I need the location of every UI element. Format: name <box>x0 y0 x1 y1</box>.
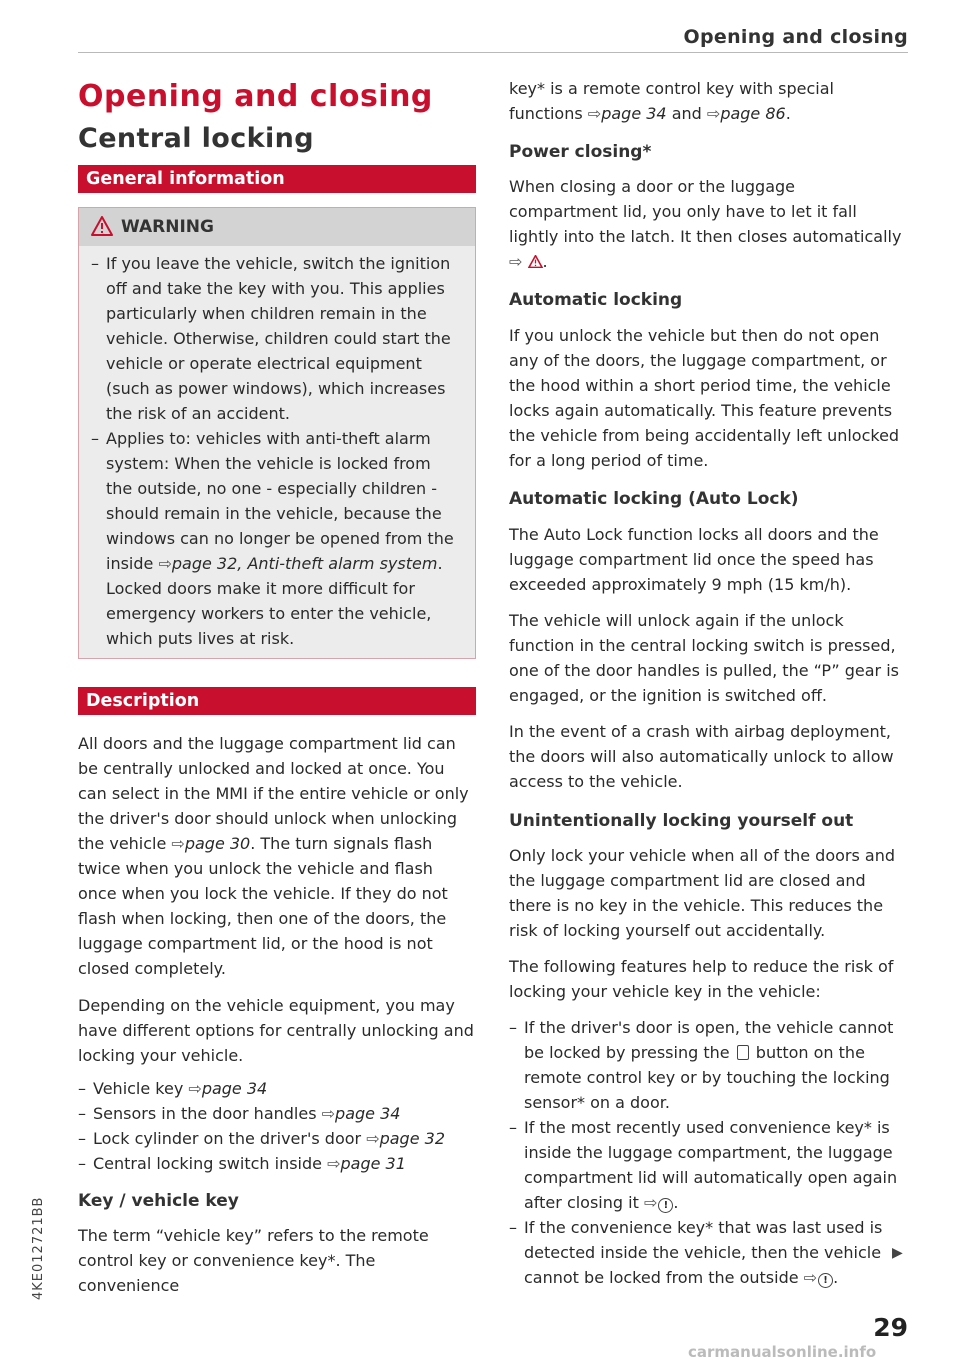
list-item: – If the convenience key* that was last used is detected inside the vehicle, then the vehicle cannot be locked from the outside ⇨ ! . <box>509 1215 907 1290</box>
page-ref-arrow-icon: ⇨ <box>509 252 523 271</box>
page-ref-arrow-icon: ⇨ <box>803 1268 818 1287</box>
key-heading: Key / vehicle key <box>78 1191 239 1211</box>
note-circle-icon: ! <box>658 1198 673 1213</box>
locked-out-paragraph: The following features help to reduce the risk of locking your vehicle key in the vehicle: <box>509 957 894 1001</box>
page-title: Opening and closing <box>78 79 433 114</box>
page-ref-link[interactable]: page 32 <box>379 1129 445 1148</box>
page-ref-arrow-icon: ⇨ <box>171 834 185 853</box>
lock-button-icon <box>737 1045 749 1060</box>
power-closing-heading: Power closing* <box>509 142 652 162</box>
description-bar: Description <box>78 687 476 715</box>
warning-label: WARNING <box>121 217 214 237</box>
warning-triangle-icon <box>91 216 113 236</box>
page-ref-arrow-icon: ⇨ <box>643 1193 658 1212</box>
running-header-title: Opening and closing <box>683 26 908 48</box>
page-ref-arrow-icon: ⇨ <box>158 554 172 573</box>
features-list <box>509 1015 907 1290</box>
automatic-locking-heading: Automatic locking <box>509 290 683 310</box>
general-information-bar: General information <box>78 165 476 193</box>
automatic-locking-paragraph: If you unlock the vehicle but then do not open any of the doors, the luggage compartment, or the hood within a short period time, the vehicle locks again automatically. This feature prevents the vehicle from being accidentally left unlocked for a long period of time. <box>509 326 900 470</box>
warning-item: – If you leave the vehicle, switch the ignition off and take the key with you. This applies particularly when children remain in the vehicle. Otherwise, children could start the vehicle or operate electrical equipment (such as power windows), which increases the risk of an accident. <box>91 251 457 426</box>
locked-out-paragraph: Only lock your vehicle when all of the doors and the luggage compartment lid are closed and there is no key in the vehicle. This reduces the risk of locking yourself out accidentally. <box>509 846 896 940</box>
page-ref-arrow-icon: ⇨ <box>366 1129 380 1148</box>
unlock-options-list <box>78 1076 476 1176</box>
page-ref-arrow-icon: ⇨ <box>706 104 721 123</box>
page-ref-arrow-icon: ⇨ <box>321 1104 336 1123</box>
page-ref-link[interactable]: page 31 <box>340 1154 406 1173</box>
auto-lock-paragraph: The vehicle will unlock again if the unlock function in the central locking switch is pressed, one of the door handles is pulled, the “P” gear is engaged, or the ignition is switched off. <box>509 611 899 705</box>
list-item: – If the driver's door is open, the vehicle cannot be locked by pressing the button on the remote control key or by touching the locking sensor* on a door. <box>509 1015 907 1115</box>
continue-arrow-icon: ▶ <box>892 1245 903 1261</box>
list-item: – Central locking switch inside ⇨page 31 <box>78 1151 476 1176</box>
power-closing-paragraph: When closing a door or the luggage compartment lid, you only have to let it fall lightly into the latch. It then closes automatically ⇨ . <box>509 177 902 271</box>
note-circle-icon: ! <box>818 1273 833 1288</box>
list-item: – Lock cylinder on the driver's door ⇨page 32 <box>78 1126 476 1151</box>
anti-theft-link[interactable]: page 32, Anti-theft alarm system <box>171 554 438 573</box>
section-title: Central locking <box>78 123 315 154</box>
warning-item: – Applies to: vehicles with anti-theft alarm system: When the vehicle is locked from the outside, no one - especially children - should remain in the vehicle, because the windows can no longer be opened from the inside ⇨page 32, Anti-theft alarm system. Locked doors make it more difficult for emergency workers to enter the vehicle, which puts lives at risk. <box>91 426 457 651</box>
header-rule <box>78 52 908 53</box>
auto-lock-paragraph: In the event of a crash with airbag deployment, the doors will also automatically unlock to allow access to the vehicle. <box>509 722 894 791</box>
auto-lock-heading: Automatic locking (Auto Lock) <box>509 489 799 509</box>
warning-list <box>79 246 475 658</box>
watermark: carmanualsonline.info <box>688 1343 877 1361</box>
page-ref-link[interactable]: page 34 <box>201 1079 268 1098</box>
auto-lock-paragraph: The Auto Lock function locks all doors and the luggage compartment lid once the speed has exceeded approximately 9 mph (15 km/h). <box>509 525 879 594</box>
warning-triangle-icon <box>528 255 543 268</box>
warning-header <box>79 208 475 246</box>
key-paragraph: The term “vehicle key” refers to the remote control key or convenience key*. The convenience <box>78 1226 429 1295</box>
warning-box <box>78 207 476 659</box>
page-number: 29 <box>873 1313 908 1342</box>
page-30-link[interactable]: page 30 <box>184 834 251 853</box>
page-ref-arrow-icon: ⇨ <box>188 1079 202 1098</box>
page-34-link[interactable]: page 34 <box>601 104 667 123</box>
list-item: – Vehicle key ⇨page 34 <box>78 1076 476 1101</box>
page-ref-arrow-icon: ⇨ <box>327 1154 341 1173</box>
page-ref-arrow-icon: ⇨ <box>587 104 602 123</box>
right-column <box>509 76 907 1290</box>
list-item: – Sensors in the door handles ⇨page 34 <box>78 1101 476 1126</box>
options-intro: Depending on the vehicle equipment, you may have different options for centrally unlocking and locking your vehicle. <box>78 996 474 1065</box>
description-paragraph: All doors and the luggage compartment lid can be centrally unlocked and locked at once. You can select in the MMI if the entire vehicle or only the driver's door should unlock when unlocking the vehicle ⇨page 30. The turn signals flash twice when you unlock the vehicle and flash once when you lock the vehicle. If they do not flash when locking, then one of the doors, the luggage compartment lid, or the hood is not closed completely. <box>78 734 469 978</box>
left-column <box>78 78 476 1298</box>
list-item: – If the most recently used convenience key* is inside the luggage compartment, the luggage compartment lid will automatically open again after closing it ⇨ ! . <box>509 1115 907 1215</box>
document-code: 4KE012721BB <box>31 1196 46 1300</box>
page-ref-link[interactable]: page 34 <box>335 1104 401 1123</box>
page-86-link[interactable]: page 86 <box>720 104 786 123</box>
locked-out-heading: Unintentionally locking yourself out <box>509 811 854 831</box>
continued-paragraph: key* is a remote control key with special functions ⇨page 34 and ⇨page 86. <box>509 79 834 123</box>
